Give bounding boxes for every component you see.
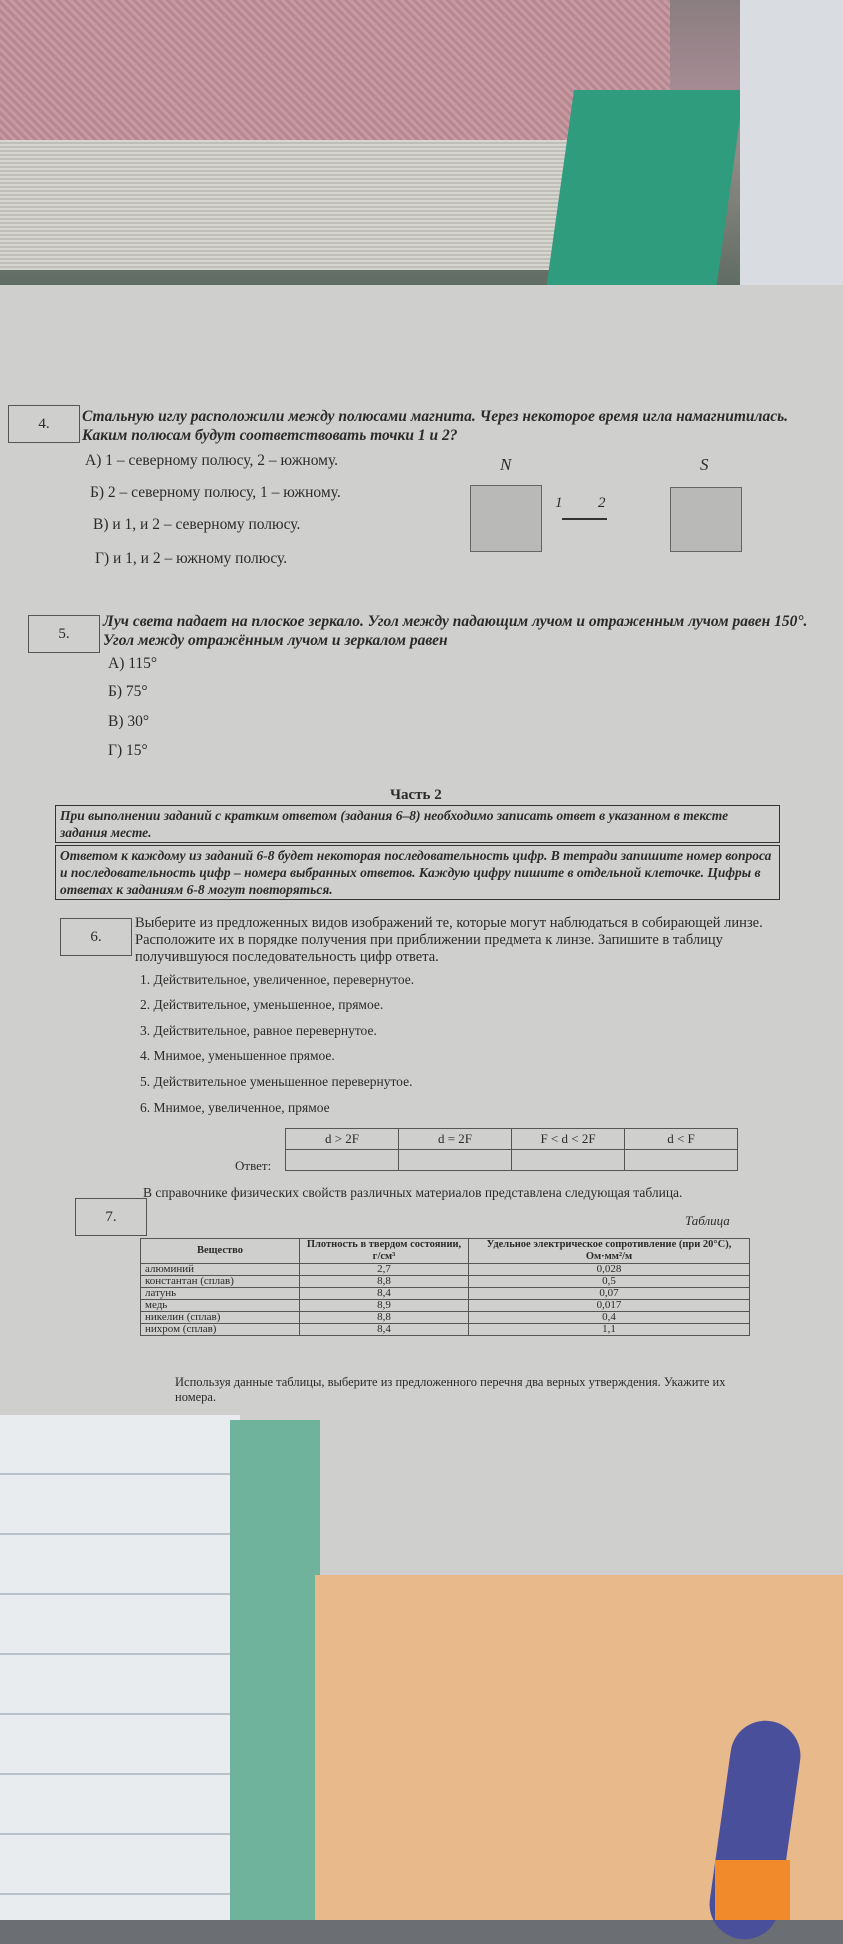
cell-density: 8,8	[300, 1312, 469, 1324]
cell-material: константан (сплав)	[141, 1276, 300, 1288]
book-green	[546, 90, 744, 290]
q4-option-b[interactable]: Б) 2 – северному полюсу, 1 – южному.	[90, 484, 341, 501]
q6-option-5: 5. Действительное уменьшенное перевернутое.	[140, 1074, 413, 1089]
q5-option-a[interactable]: А) 115°	[108, 655, 158, 672]
cell-resistivity: 1,1	[469, 1324, 750, 1336]
q4-option-a[interactable]: А) 1 – северному полюсу, 2 – южному.	[85, 452, 339, 469]
table-row	[141, 1312, 750, 1324]
part2-note-short-answer: При выполнении заданий с кратким ответом (задания 6–8) необходимо записать ответ в указанном в тексте задания месте.	[55, 805, 780, 843]
answer-cell[interactable]	[625, 1150, 738, 1171]
cell-material: нихром (сплав)	[141, 1324, 300, 1336]
table-header: Удельное электрическое сопротивление (при 20°С), Ом·мм²/м	[469, 1239, 750, 1264]
table-row	[141, 1276, 750, 1288]
q6-option-2: 2. Действительное, уменьшенное, прямое.	[140, 997, 384, 1012]
shelf	[740, 0, 843, 290]
table-row	[141, 1288, 750, 1300]
table-row	[141, 1324, 750, 1336]
needle	[562, 518, 607, 520]
cell-resistivity: 0,07	[469, 1288, 750, 1300]
q7-number: 7.	[75, 1198, 147, 1236]
q6-answer-table	[285, 1128, 738, 1171]
q5-option-d[interactable]: Г) 15°	[108, 742, 148, 759]
point-1-label: 1	[555, 495, 563, 511]
cell-density: 2,7	[300, 1264, 469, 1276]
cell-resistivity: 0,017	[469, 1300, 750, 1312]
q6-number: 6.	[60, 918, 132, 956]
cell-material: медь	[141, 1300, 300, 1312]
q5-number: 5.	[28, 615, 100, 653]
q4-option-c[interactable]: В) и 1, и 2 – северному полюсу.	[93, 516, 301, 533]
answer-cell[interactable]	[399, 1150, 512, 1171]
q5-option-c[interactable]: В) 30°	[108, 713, 150, 730]
q6-text: Выберите из предложенных видов изображений те, которые могут наблюдаться в собирающей линзе. Расположите их в порядке получения при приближении предмета к линзе. Запишите в таблицу получившуюся последовательность цифр ответа.	[135, 915, 763, 965]
cell-density: 8,4	[300, 1288, 469, 1300]
q6-answer-label: Ответ:	[235, 1158, 272, 1173]
point-2-label: 2	[598, 495, 606, 511]
answer-cell[interactable]	[512, 1150, 625, 1171]
q6-option-6: 6. Мнимое, увеличенное, прямое	[140, 1100, 330, 1115]
cell-resistivity: 0,4	[469, 1312, 750, 1324]
q6-option-4: 4. Мнимое, уменьшенное прямое.	[140, 1048, 335, 1063]
notebook-cover	[0, 1415, 240, 1920]
part2-title: Часть 2	[390, 787, 442, 803]
q7-text: В справочнике физических свойств различных материалов представлена следующая таблица.	[143, 1185, 683, 1200]
cell-resistivity: 0,5	[469, 1276, 750, 1288]
cell-density: 8,8	[300, 1276, 469, 1288]
table-header: Вещество	[141, 1239, 300, 1264]
materials-table	[140, 1238, 750, 1336]
green-folder	[230, 1420, 320, 1920]
q4-number: 4.	[8, 405, 80, 443]
q6-option-1: 1. Действительное, увеличенное, перевернутое.	[140, 972, 415, 987]
magnet-pole-s	[670, 487, 742, 552]
q7-footer: Используя данные таблицы, выберите из предложенного перечня два верных утверждения. Укажите их номера.	[175, 1375, 726, 1404]
cell-density: 8,9	[300, 1300, 469, 1312]
q5-text: Луч света падает на плоское зеркало. Угол между падающим лучом и отраженным лучом равен 150°. Угол между отражённым лучом и зеркалом равен	[103, 613, 808, 649]
q4-option-d[interactable]: Г) и 1, и 2 – южному полюсу.	[95, 550, 288, 567]
cell-material: алюминий	[141, 1264, 300, 1276]
book-pages	[0, 140, 640, 270]
q4-text: Стальную иглу расположили между полюсами магнита. Через некоторое время игла намагнитилась. Каким полюсам будут соответствовать точки 1 и 2?	[82, 408, 789, 444]
table-row	[141, 1264, 750, 1276]
q6-option-3: 3. Действительное, равное перевернутое.	[140, 1023, 377, 1038]
answer-header: d = 2F	[399, 1129, 512, 1150]
table-row	[141, 1300, 750, 1312]
answer-header: d > 2F	[286, 1129, 399, 1150]
answer-cell[interactable]	[286, 1150, 399, 1171]
part2-note-sequence: Ответом к каждому из заданий 6-8 будет некоторая последовательность цифр. В тетради запишите номер вопроса и последовательность цифр – номера выбранных ответов. Каждую цифру пишите в отдельной клеточке. Цифры в ответах к заданиям 6-8 могут повторяться.	[55, 845, 780, 900]
cell-density: 8,4	[300, 1324, 469, 1336]
answer-header: d < F	[625, 1129, 738, 1150]
answer-header: F < d < 2F	[512, 1129, 625, 1150]
pole-n-label: N	[500, 455, 512, 474]
cell-material: латунь	[141, 1288, 300, 1300]
cell-material: никелин (сплав)	[141, 1312, 300, 1324]
table-header: Плотность в твердом состоянии, г/см³	[300, 1239, 469, 1264]
pole-s-label: S	[700, 455, 709, 474]
q7-table-caption: Таблица	[685, 1213, 730, 1228]
magnet-pole-n	[470, 485, 542, 552]
cell-resistivity: 0,028	[469, 1264, 750, 1276]
pen-grip	[715, 1860, 790, 1920]
q5-option-b[interactable]: Б) 75°	[108, 683, 148, 700]
books-stack	[0, 0, 843, 290]
